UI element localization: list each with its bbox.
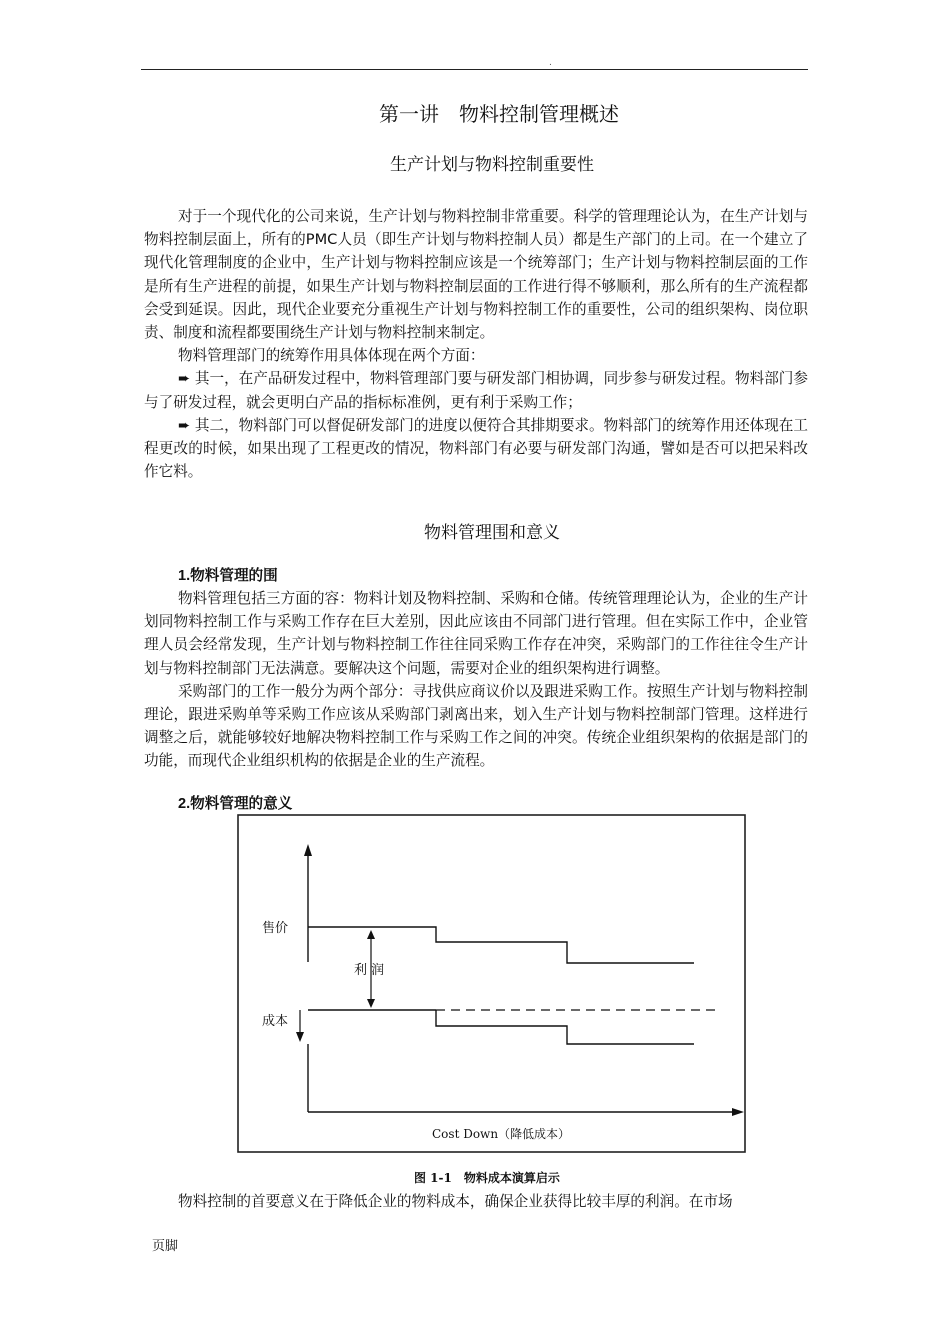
header-rule (141, 69, 808, 70)
section2-para1: 物料管理包括三方面的容：物料计划及物料控制、采购和仓储。传统管理理论认为，企业的生产计划同物料控制工作与采购工作存在巨大差别，因此应该由不同部门进行管理。但在实际工作中，企业管理人员会经常发现，生产计划与物料控制工作往往同采购工作存在冲突，采购部门的工作往往令生产计划与物料控制部门无法满意。要解决这个问题，需要对企业的组织架构进行调整。 (144, 590, 808, 677)
closing-body (144, 1190, 808, 1213)
section2-body (144, 587, 808, 773)
profit-arrow-up-icon (367, 930, 375, 939)
x-axis-arrow-icon (732, 1108, 744, 1116)
cost-arrow-down-icon (296, 1032, 304, 1042)
label-price: 售价 (262, 921, 289, 936)
section1-para2: 物料管理部门的统筹作用具体体现在两个方面： (178, 347, 485, 365)
section2-para2: 采购部门的工作一般分为两个部分：寻找供应商议价以及跟进采购工作。按照生产计划与物料控制理论，跟进采购单等采购工作应该从采购部门剥离出来，划入生产计划与物料控制部门管理。这样进行调整之后，就能够较好地解决物料控制工作与采购工作之间的冲突。传统企业组织架构的依据是部门的功能，而现代企业组织机构的依据是企业的生产流程。 (144, 682, 808, 770)
diagram-frame (238, 815, 745, 1152)
cost-diagram (232, 812, 754, 1192)
label-profit: 利 润 (354, 963, 385, 978)
subheading-scope: 1.物料管理的围 (178, 568, 278, 584)
header-dot: . (549, 58, 552, 68)
closing-para: 物料控制的首要意义在于降低企业的物料成本，确保企业获得比较丰厚的利润。在市场 (178, 1193, 733, 1210)
bullet-item-1: ➨ 其一，在产品研发过程中，物料管理部门要与研发部门相协调，同步参与研发过程。物料部门参与了研发过程，就会更明白产品的指标标准例，更有利于采购工作； (144, 370, 808, 411)
section1-body (144, 205, 808, 483)
section2-title: 物料管理围和意义 (424, 523, 560, 543)
x-axis-label: Cost Down（降低成本） (432, 1127, 571, 1141)
label-cost: 成本 (262, 1014, 289, 1029)
subheading-significance: 2.物料管理的意义 (178, 796, 293, 812)
page-title: 第一讲 物料控制管理概述 (379, 102, 619, 126)
y-axis-arrow-icon (304, 844, 312, 856)
profit-arrow-down-icon (367, 999, 375, 1008)
price-line (308, 927, 694, 963)
section1-para1: 对于一个现代化的公司来说，生产计划与物料控制非常重要。科学的管理理论认为，在生产计划与物料控制层面上，所有的PMC人员（即生产计划与物料控制人员）都是生产部门的上司。在一个建立了现代化管理制度的企业中，生产计划与物料控制应该是一个统筹部门；生产计划与物料控制层面的工作是所有生产进程的前提，如果生产计划与物料控制层面的工作进行得不够顺利，那么所有的生产流程都会受到延误。因此，现代企业要充分重视生产计划与物料控制工作的重要性，公司的组织架构、岗位职责、制度和流程都要围绕生产计划与物料控制来制定。 (144, 208, 808, 342)
bullet-item-2: ➨ 其二，物料部门可以督促研发部门的进度以便符合其排期要求。物料部门的统筹作用还体现在工程更改的时候，如果出现了工程更改的情况，物料部门有必要与研发部门沟通，譬如是否可以把呆料改作它料。 (144, 416, 808, 481)
page-footer: 页脚 (152, 1239, 179, 1254)
section-subtitle: 生产计划与物料控制重要性 (390, 155, 594, 175)
reduced-cost-line (436, 1010, 694, 1044)
figure-caption: 图 1-1 物料成本演算启示 (414, 1171, 560, 1185)
